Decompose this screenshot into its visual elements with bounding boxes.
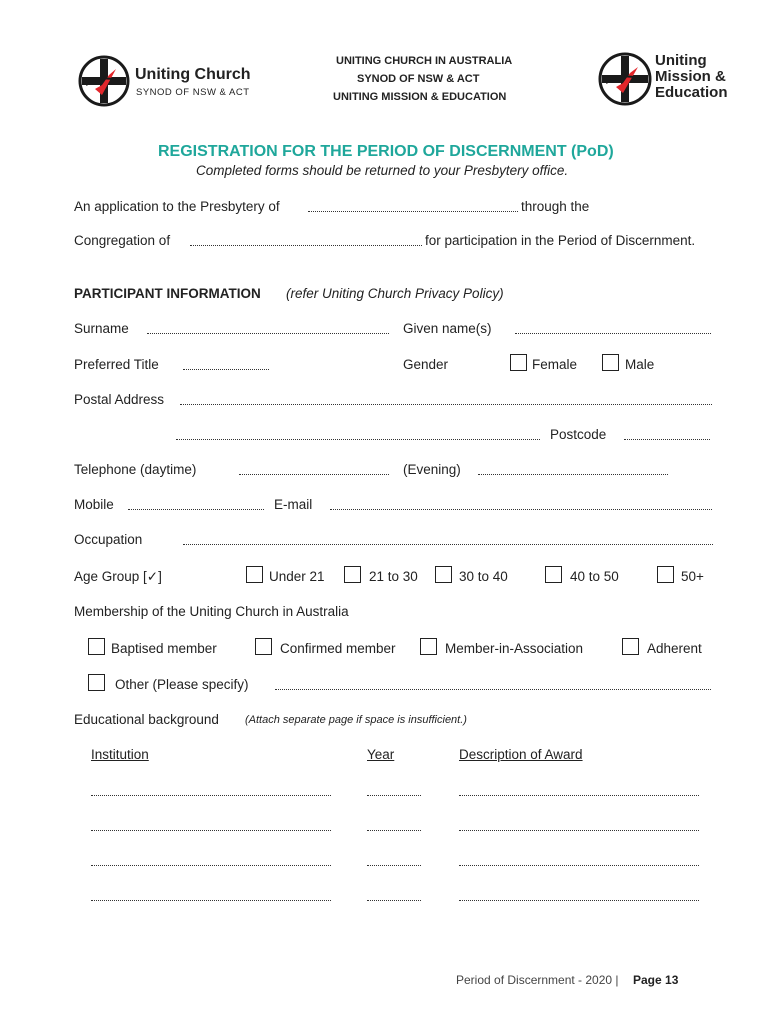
- preferred-title-label: Preferred Title: [74, 357, 159, 372]
- occupation-label: Occupation: [74, 532, 143, 547]
- age-40-50-checkbox[interactable]: [545, 566, 562, 583]
- age-under-21-checkbox[interactable]: [246, 566, 263, 583]
- baptised-member-label: Baptised member: [111, 641, 217, 656]
- evening-label: (Evening): [403, 462, 461, 477]
- right-logo-line-2: Mission &: [655, 68, 726, 85]
- age-40-50-label: 40 to 50: [570, 569, 619, 584]
- occupation-field[interactable]: [183, 544, 713, 545]
- award-field-2[interactable]: [459, 830, 699, 831]
- mobile-label: Mobile: [74, 497, 114, 512]
- year-header: Year: [367, 747, 395, 762]
- male-label: Male: [625, 357, 655, 372]
- other-field[interactable]: [275, 689, 711, 690]
- intro-line1-end: through the: [521, 199, 590, 214]
- postal-address-field-2[interactable]: [176, 439, 540, 440]
- age-group-label: Age Group [✓]: [74, 569, 162, 584]
- preferred-title-field[interactable]: [183, 369, 269, 370]
- participant-heading-note: (refer Uniting Church Privacy Policy): [286, 286, 504, 301]
- intro-line1-label: An application to the Presbytery of: [74, 199, 280, 214]
- baptised-member-checkbox[interactable]: [88, 638, 105, 655]
- header-line-1: UNITING CHURCH IN AUSTRALIA: [336, 55, 513, 67]
- mobile-field[interactable]: [128, 509, 264, 510]
- footer-text: Period of Discernment - 2020 |: [456, 973, 619, 987]
- uniting-church-logo-icon: [78, 55, 130, 107]
- given-names-label: Given name(s): [403, 321, 492, 336]
- age-30-40-checkbox[interactable]: [435, 566, 452, 583]
- year-field-4[interactable]: [367, 900, 421, 901]
- award-field-3[interactable]: [459, 865, 699, 866]
- evening-field[interactable]: [478, 474, 668, 475]
- age-21-30-label: 21 to 30: [369, 569, 418, 584]
- email-label: E-mail: [274, 497, 313, 512]
- email-field[interactable]: [330, 509, 712, 510]
- right-logo-line-3: Education: [655, 84, 728, 101]
- gender-label: Gender: [403, 357, 449, 372]
- year-field-1[interactable]: [367, 795, 421, 796]
- left-logo-name: Uniting Church: [135, 66, 251, 83]
- age-50-plus-label: 50+: [681, 569, 704, 584]
- institution-field-1[interactable]: [91, 795, 331, 796]
- institution-field-3[interactable]: [91, 865, 331, 866]
- confirmed-member-label: Confirmed member: [280, 641, 396, 656]
- male-checkbox[interactable]: [602, 354, 619, 371]
- footer-page-number: Page 13: [633, 973, 679, 987]
- header-line-2: SYNOD OF NSW & ACT: [357, 73, 480, 85]
- year-field-3[interactable]: [367, 865, 421, 866]
- confirmed-member-checkbox[interactable]: [255, 638, 272, 655]
- uniting-mission-logo-icon: [598, 52, 652, 106]
- participant-heading: PARTICIPANT INFORMATION: [74, 286, 261, 301]
- institution-field-2[interactable]: [91, 830, 331, 831]
- female-checkbox[interactable]: [510, 354, 527, 371]
- postal-address-label: Postal Address: [74, 392, 165, 407]
- female-label: Female: [532, 357, 578, 372]
- page-subtitle: Completed forms should be returned to your Presbytery office.: [196, 163, 569, 178]
- age-50-plus-checkbox[interactable]: [657, 566, 674, 583]
- other-label: Other (Please specify): [115, 677, 249, 692]
- postal-address-field-1[interactable]: [180, 404, 712, 405]
- postcode-label: Postcode: [550, 427, 607, 442]
- postcode-field[interactable]: [624, 439, 710, 440]
- left-logo-sub: SYNOD OF NSW & ACT: [136, 87, 250, 98]
- member-in-association-checkbox[interactable]: [420, 638, 437, 655]
- congregation-field[interactable]: [190, 245, 422, 246]
- adherent-label: Adherent: [647, 641, 702, 656]
- award-field-4[interactable]: [459, 900, 699, 901]
- intro-line2-end: for participation in the Period of Discernment.: [425, 233, 696, 248]
- other-checkbox[interactable]: [88, 674, 105, 691]
- telephone-field[interactable]: [239, 474, 389, 475]
- presbytery-field[interactable]: [308, 211, 518, 212]
- surname-label: Surname: [74, 321, 129, 336]
- adherent-checkbox[interactable]: [622, 638, 639, 655]
- award-header: Description of Award: [459, 747, 583, 762]
- surname-field[interactable]: [147, 333, 389, 334]
- intro-line2-label: Congregation of: [74, 233, 171, 248]
- given-names-field[interactable]: [515, 333, 711, 334]
- education-label: Educational background: [74, 712, 219, 727]
- right-logo-line-1: Uniting: [655, 52, 707, 69]
- institution-field-4[interactable]: [91, 900, 331, 901]
- header-line-3: UNITING MISSION & EDUCATION: [333, 91, 507, 103]
- page-title: REGISTRATION FOR THE PERIOD OF DISCERNMENT (PoD): [158, 143, 614, 160]
- age-30-40-label: 30 to 40: [459, 569, 508, 584]
- age-21-30-checkbox[interactable]: [344, 566, 361, 583]
- member-in-association-label: Member-in-Association: [445, 641, 584, 656]
- membership-label: Membership of the Uniting Church in Australia: [74, 604, 349, 619]
- education-note: (Attach separate page if space is insufficient.): [245, 714, 467, 726]
- award-field-1[interactable]: [459, 795, 699, 796]
- age-under-21-label: Under 21: [269, 569, 325, 584]
- telephone-label: Telephone (daytime): [74, 462, 197, 477]
- institution-header: Institution: [91, 747, 149, 762]
- year-field-2[interactable]: [367, 830, 421, 831]
